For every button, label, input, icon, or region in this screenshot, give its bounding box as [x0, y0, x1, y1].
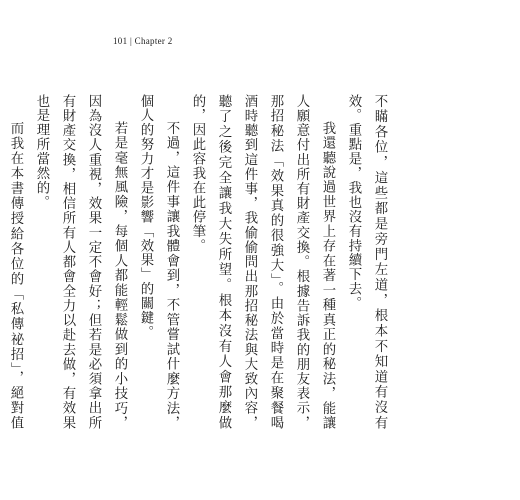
paragraph-1: 不瞞各位，這些都是旁門左道，根本不知道有沒有效。重點是，我也沒有持續下去。	[346, 94, 387, 430]
paragraph-3: 不過，這件事讓我體會到，不管嘗試什麼方法，個人的努力才是影響「效果」的關鍵。	[138, 94, 179, 430]
chapter-title: Chapter 2	[134, 36, 173, 46]
paragraph-5: 而我在本書傳授給各位的「私傳祕招」，絕對值	[8, 120, 23, 430]
paragraph-2: 我還聽說過世界上存在著一種真正的秘法，能讓人願意付出所有財產交換。根據告訴我的朋友表示，那招秘法「效果真的很強大」。由於當時是在聚餐喝酒時聽到這件事，我偷偷問出那招秘法與大致內容，聽了之後完全讓我大失所望。根本沒有人會那麼做的，因此容我在此停筆。	[190, 94, 335, 430]
running-header	[113, 36, 173, 46]
body-text	[8, 94, 392, 430]
page-number: 101	[113, 36, 128, 46]
header-separator: |	[129, 36, 133, 46]
paragraph-4: 若是毫無風險，每個人都能輕鬆做到的小技巧，因為沒人重視，效果一定不會好；但若是必須拿出所有財產交換，相信所有人都會全力以赴去做，有效果也是理所當然的。	[34, 94, 127, 430]
